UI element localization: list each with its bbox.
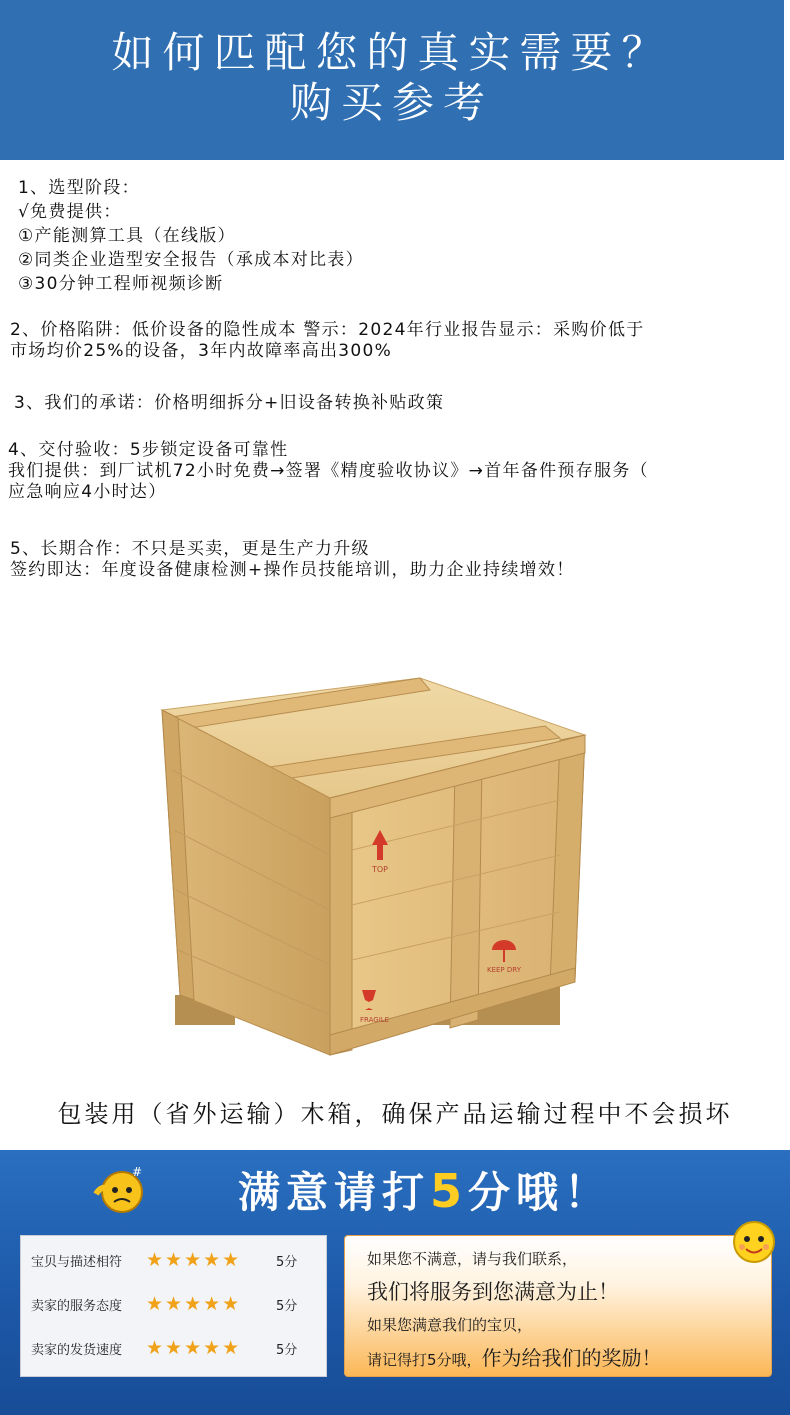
promise-line: 如果您不满意，请与我们联系， xyxy=(367,1250,578,1268)
section-1 xyxy=(18,178,140,199)
title-banner xyxy=(0,0,790,160)
section-1-line: ③30分钟工程师视频诊断 xyxy=(18,274,224,294)
promise-box xyxy=(344,1235,772,1377)
section-2-line: 市场均价25%的设备，3年内故障率高出300% xyxy=(10,341,393,361)
section-4-line: 我们提供：到厂试机72小时免费→签署《精度验收协议》→首年备件预存服务（ xyxy=(8,461,649,481)
smiley-face-icon xyxy=(730,1218,778,1266)
crate-dry-label: KEEP DRY xyxy=(487,966,521,974)
star-icons: ★★★★★ xyxy=(146,1249,242,1271)
section-4-line: 应急响应4小时达） xyxy=(8,482,167,502)
section-2 xyxy=(10,320,645,362)
section-3 xyxy=(14,393,444,414)
promise-line-emphasis: 我们将服务到您满意为止！ xyxy=(367,1280,619,1304)
rating-box xyxy=(20,1235,327,1377)
headline-text-end: 分哦！ xyxy=(468,1168,613,1217)
rating-label: 卖家的服务态度 xyxy=(31,1298,123,1314)
section-1-line: ②同类企业造型安全报告（承成本对比表） xyxy=(18,250,364,270)
rating-score: 5分 xyxy=(276,1254,298,1270)
banner-title-line1: 如何匹配您的真实需要？ xyxy=(111,28,673,77)
svg-text:#: # xyxy=(132,1165,143,1179)
headline-five: 5 xyxy=(429,1164,468,1218)
wooden-crate-image xyxy=(0,650,790,1060)
star-icons: ★★★★★ xyxy=(146,1337,242,1359)
promise-line xyxy=(367,1342,662,1371)
rating-score: 5分 xyxy=(276,1298,298,1314)
rating-row xyxy=(31,1292,297,1316)
rating-score: 5分 xyxy=(276,1342,298,1358)
section-1-body xyxy=(18,202,364,295)
section-4-line: 4、交付验收：5步锁定设备可靠性 xyxy=(8,440,289,460)
promise-line-part: 请记得打5分哦， xyxy=(367,1351,482,1369)
promise-line-emphasis: 作为给我们的奖励！ xyxy=(481,1346,662,1370)
section-4 xyxy=(8,440,649,503)
section-1-line: ①产能测算工具（在线版） xyxy=(18,226,236,246)
banner-title-line2: 购买参考 xyxy=(289,78,494,127)
rating-row xyxy=(31,1336,297,1360)
section-2-line: 2、价格陷阱：低价设备的隐性成本 警示：2024年行业报告显示：采购价低于 xyxy=(10,320,645,340)
rating-row xyxy=(31,1248,297,1272)
headline-text: 满意请打 xyxy=(237,1168,430,1217)
rating-label: 卖家的发货速度 xyxy=(31,1342,123,1358)
section-1-line: 1、选型阶段： xyxy=(18,178,140,198)
section-5 xyxy=(10,539,575,581)
promise-line: 如果您满意我们的宝贝， xyxy=(367,1316,533,1334)
rating-label: 宝贝与描述相符 xyxy=(31,1254,123,1270)
section-5-line: 签约即达：年度设备健康检测+操作员技能培训，助力企业持续增效！ xyxy=(10,560,575,580)
rating-headline xyxy=(0,1160,790,1220)
star-icons: ★★★★★ xyxy=(146,1293,242,1315)
crate-fragile-label: FRAGILE xyxy=(360,1016,390,1024)
section-5-line: 5、长期合作：不只是买卖，更是生产力升级 xyxy=(10,539,370,559)
section-1-line: √免费提供： xyxy=(18,202,122,222)
crate-top-label: TOP xyxy=(372,865,389,874)
section-3-line: 3、我们的承诺：价格明细拆分+旧设备转换补贴政策 xyxy=(14,393,445,413)
packaging-caption: 包装用（省外运输）木箱，确保产品运输过程中不会损坏 xyxy=(57,1100,733,1128)
